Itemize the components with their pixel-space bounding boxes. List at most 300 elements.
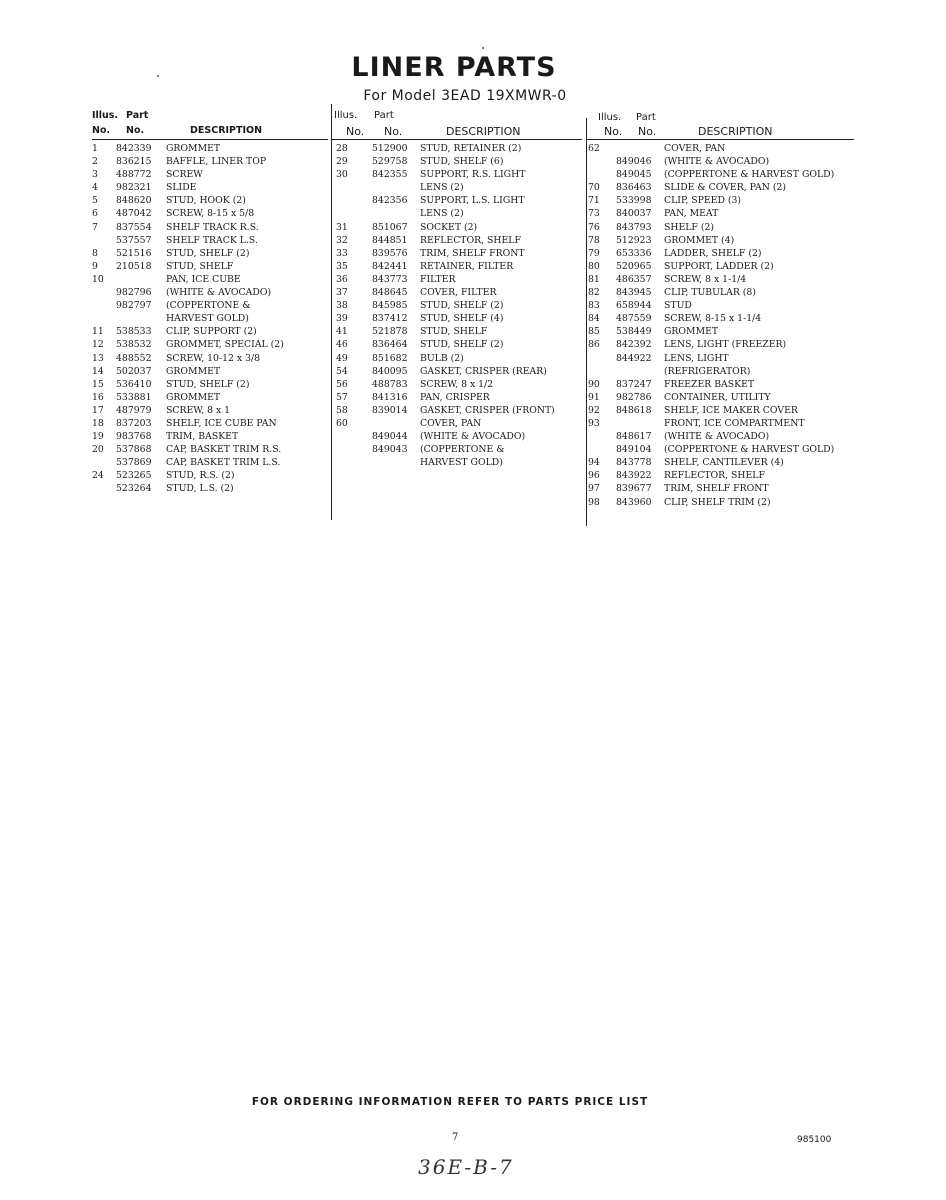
part-number: 844851: [372, 234, 408, 246]
part-row: [92, 221, 328, 234]
part-description: STUD, RETAINER (2): [420, 143, 522, 154]
part-description: SCREW, 8-15 x 5/8: [166, 208, 255, 220]
header-description: DESCRIPTION: [698, 125, 773, 138]
illus-number: 14: [92, 365, 104, 377]
part-row: [92, 207, 328, 220]
illus-number: 98: [588, 496, 600, 508]
illus-number: 49: [336, 352, 348, 364]
illus-number: 71: [588, 195, 600, 207]
part-description: PAN, ICE CUBE: [166, 273, 241, 285]
part-row: [346, 443, 582, 456]
part-number: 849043: [372, 444, 408, 456]
part-row: [92, 404, 328, 417]
part-row: [92, 430, 328, 443]
illus-number: 11: [92, 326, 104, 338]
part-description: SCREW, 10-12 x 3/8: [166, 352, 261, 364]
part-description: GASKET, CRISPER (REAR): [420, 365, 547, 377]
part-row: [588, 260, 854, 273]
illus-number: 13: [92, 352, 104, 364]
part-description: SCREW, 8 x 1: [166, 404, 231, 416]
part-number: 502037: [116, 365, 152, 377]
header-no: No.: [384, 125, 403, 138]
part-description: STUD, HOOK (2): [166, 195, 246, 207]
part-description: CLIP, SUPPORT (2): [166, 326, 257, 338]
part-number: 523264: [116, 483, 152, 495]
part-row: [92, 352, 328, 365]
part-description: LENS (2): [420, 182, 464, 194]
part-row: [588, 469, 854, 482]
illus-number: 73: [588, 208, 600, 220]
part-description: GROMMET: [166, 365, 221, 377]
part-row: [336, 352, 582, 365]
part-number: 844922: [616, 352, 652, 364]
part-number: 843793: [616, 221, 652, 233]
part-description: COVER, PAN: [420, 417, 482, 429]
part-description: SLIDE & COVER, PAN (2): [664, 182, 786, 194]
column-header: [334, 108, 582, 140]
part-description: SUPPORT, LADDER (2): [664, 260, 774, 272]
part-number: 538449: [616, 326, 652, 338]
illus-number: 10: [92, 273, 104, 285]
part-description: SHELF (2): [664, 221, 715, 233]
illus-number: 78: [588, 234, 600, 246]
illus-number: 97: [588, 483, 600, 495]
illus-number: 46: [336, 339, 348, 351]
header-illus: Illus.: [598, 112, 622, 123]
part-number: 982796: [116, 287, 152, 299]
part-row: [592, 443, 854, 456]
part-number: 536410: [116, 378, 152, 390]
part-description: SCREW: [166, 169, 203, 181]
part-row: [588, 325, 854, 338]
part-row: [588, 312, 854, 325]
header-illus: Illus.: [334, 110, 358, 121]
part-row: [336, 234, 582, 247]
header-part: Part: [374, 110, 394, 121]
illus-number: 38: [336, 300, 348, 312]
part-number: 837554: [116, 221, 152, 233]
part-number: 487979: [116, 404, 152, 416]
part-description: RETAINER, FILTER: [420, 260, 514, 272]
part-number: 843960: [616, 496, 652, 508]
part-description: SUPPORT, R.S. LIGHT: [420, 169, 526, 181]
part-description: (WHITE & AVOCADO): [664, 431, 770, 443]
illus-number: 84: [588, 313, 600, 325]
part-number: 849045: [616, 169, 652, 181]
part-number: 533998: [616, 195, 652, 207]
illus-number: 20: [92, 444, 104, 456]
illus-number: 28: [336, 143, 348, 154]
part-description: GASKET, CRISPER (FRONT): [420, 404, 555, 416]
part-number: 210518: [116, 260, 152, 272]
illus-number: 12: [92, 339, 104, 351]
part-number: 537868: [116, 444, 152, 456]
illus-number: 93: [588, 417, 600, 429]
part-row: [336, 273, 582, 286]
part-row: [92, 338, 328, 351]
illus-number: 30: [336, 169, 348, 181]
part-row: [336, 404, 582, 417]
part-description: (COPPERTONE & HARVEST GOLD): [664, 169, 835, 181]
part-row: [92, 247, 328, 260]
part-number: 486357: [616, 273, 652, 285]
part-number: 982797: [116, 300, 152, 312]
part-description: (COPPERTONE &: [166, 300, 251, 312]
part-description: FREEZER BASKET: [664, 378, 755, 390]
scan-speck: [482, 47, 484, 49]
part-row: [92, 273, 328, 286]
illus-number: 62: [588, 143, 600, 154]
illus-number: 17: [92, 404, 104, 416]
part-row: [588, 496, 854, 509]
part-description: (COPPERTONE & HARVEST GOLD): [664, 444, 835, 456]
part-number: 653336: [616, 247, 652, 259]
part-row: [592, 430, 854, 443]
illus-number: 83: [588, 300, 600, 312]
part-row: [336, 155, 582, 168]
header-part: Part: [636, 112, 656, 123]
part-number: 520965: [616, 260, 652, 272]
illus-number: 36: [336, 273, 348, 285]
part-description: SOCKET (2): [420, 221, 478, 233]
page-title: LINER PARTS: [351, 52, 557, 83]
parts-column-3: [588, 108, 854, 509]
part-row: [336, 391, 582, 404]
illus-number: 91: [588, 391, 600, 403]
part-number: 848617: [616, 431, 652, 443]
part-row: [92, 312, 328, 325]
header-no: No.: [346, 125, 365, 138]
part-row: [592, 365, 854, 378]
part-row: [588, 404, 854, 417]
illus-number: 79: [588, 247, 600, 259]
part-row: [92, 142, 328, 155]
part-description: FRONT, ICE COMPARTMENT: [664, 417, 805, 429]
part-description: STUD: [664, 300, 692, 312]
illus-number: 37: [336, 287, 348, 299]
part-row: [92, 325, 328, 338]
part-row: [588, 391, 854, 404]
part-number: 529758: [372, 156, 408, 168]
illus-number: 94: [588, 457, 600, 469]
part-row: [336, 299, 582, 312]
part-description: CLIP, TUBULAR (8): [664, 287, 756, 299]
illus-number: 29: [336, 156, 348, 168]
part-row: [346, 207, 582, 220]
part-description: (REFRIGERATOR): [664, 365, 751, 377]
part-number: 843773: [372, 273, 408, 285]
part-description: LENS (2): [420, 208, 464, 220]
part-description: SCREW, 8-15 x 1-1/4: [664, 313, 762, 325]
part-number: 843778: [616, 457, 652, 469]
part-row: [336, 260, 582, 273]
part-number: 848618: [616, 404, 652, 416]
part-description: CAP, BASKET TRIM R.S.: [166, 444, 282, 456]
part-number: 487559: [616, 313, 652, 325]
part-number: 837247: [616, 378, 652, 390]
part-row: [592, 155, 854, 168]
part-number: 841316: [372, 391, 408, 403]
illus-number: 90: [588, 378, 600, 390]
parts-column-1: [92, 108, 328, 496]
illus-number: 19: [92, 431, 104, 443]
part-number: 533881: [116, 391, 152, 403]
part-row: [92, 365, 328, 378]
part-number: 836215: [116, 156, 152, 168]
part-description: PAN, CRISPER: [420, 391, 490, 403]
part-description: COVER, PAN: [664, 143, 726, 154]
part-number: 982786: [616, 391, 652, 403]
part-number: 837203: [116, 417, 152, 429]
page-number: 7: [452, 1132, 459, 1143]
part-description: SLIDE: [166, 182, 197, 194]
part-row: [588, 207, 854, 220]
part-number: 840095: [372, 365, 408, 377]
part-number: 843945: [616, 287, 652, 299]
illus-number: 82: [588, 287, 600, 299]
parts-list: [588, 142, 854, 509]
part-row: [588, 194, 854, 207]
part-row: [92, 456, 328, 469]
part-row: [336, 338, 582, 351]
part-number: 521878: [372, 326, 408, 338]
part-number: 849044: [372, 431, 408, 443]
header-no: No.: [604, 125, 623, 138]
part-number: 842441: [372, 260, 408, 272]
parts-list: [336, 142, 582, 469]
part-row: [588, 234, 854, 247]
illus-number: 32: [336, 234, 348, 246]
part-row: [588, 456, 854, 469]
part-description: (WHITE & AVOCADO): [420, 431, 526, 443]
column-divider: [331, 104, 332, 520]
part-row: [336, 312, 582, 325]
part-row: [336, 417, 582, 430]
illus-number: 92: [588, 404, 600, 416]
part-number: 487042: [116, 208, 152, 220]
part-number: 538533: [116, 326, 152, 338]
part-row: [336, 365, 582, 378]
part-number: 842355: [372, 169, 408, 181]
part-row: [592, 168, 854, 181]
part-description: SHELF, ICE MAKER COVER: [664, 404, 798, 416]
part-description: GROMMET: [166, 391, 221, 403]
part-description: CLIP, SHELF TRIM (2): [664, 496, 771, 508]
illus-number: 41: [336, 326, 348, 338]
part-description: HARVEST GOLD): [420, 457, 503, 469]
part-description: STUD, SHELF: [420, 326, 488, 338]
part-description: TRIM, SHELF FRONT: [664, 483, 769, 495]
part-description: GROMMET: [166, 143, 221, 154]
part-number: 836463: [616, 182, 652, 194]
part-description: STUD, SHELF (2): [420, 300, 504, 312]
part-description: STUD, L.S. (2): [166, 483, 234, 495]
part-description: SHELF TRACK L.S.: [166, 234, 258, 246]
part-description: (WHITE & AVOCADO): [166, 287, 272, 299]
part-number: 842392: [616, 339, 652, 351]
illus-number: 5: [92, 195, 98, 207]
part-number: 851067: [372, 221, 408, 233]
part-description: STUD, SHELF (4): [420, 313, 504, 325]
header-description: DESCRIPTION: [190, 125, 263, 136]
part-row: [336, 168, 582, 181]
part-number: 848645: [372, 287, 408, 299]
part-number: 512900: [372, 143, 408, 154]
part-row: [336, 325, 582, 338]
document-code: 985100: [797, 1135, 832, 1145]
part-row: [588, 247, 854, 260]
part-row: [588, 221, 854, 234]
illus-number: 58: [336, 404, 348, 416]
part-row: [588, 286, 854, 299]
column-divider: [586, 118, 587, 526]
part-number: 982321: [116, 182, 152, 194]
part-row: [336, 142, 582, 155]
part-number: 848620: [116, 195, 152, 207]
part-row: [588, 299, 854, 312]
part-number: 839677: [616, 483, 652, 495]
illus-number: 85: [588, 326, 600, 338]
illus-number: 81: [588, 273, 600, 285]
illus-number: 15: [92, 378, 104, 390]
illus-number: 35: [336, 260, 348, 272]
illus-number: 96: [588, 470, 600, 482]
part-description: SUPPORT, L.S. LIGHT: [420, 195, 525, 207]
part-row: [346, 456, 582, 469]
header-no: No.: [638, 125, 657, 138]
part-number: 843922: [616, 470, 652, 482]
part-description: CLIP, SPEED (3): [664, 195, 742, 207]
part-description: GROMMET (4): [664, 234, 735, 246]
part-row: [336, 286, 582, 299]
part-row: [92, 299, 328, 312]
part-description: CAP, BASKET TRIM L.S.: [166, 457, 281, 469]
part-row: [92, 391, 328, 404]
part-description: STUD, SHELF (6): [420, 156, 504, 168]
part-description: COVER, FILTER: [420, 287, 497, 299]
part-row: [336, 247, 582, 260]
part-row: [92, 194, 328, 207]
part-description: STUD, SHELF: [166, 260, 234, 272]
parts-column-2: [334, 108, 582, 469]
header-part: Part: [126, 110, 149, 121]
illus-number: 54: [336, 365, 348, 377]
header-no: No.: [126, 125, 145, 136]
part-row: [336, 221, 582, 234]
part-row: [588, 142, 854, 155]
ordering-note: FOR ORDERING INFORMATION REFER TO PARTS PRICE LIST: [251, 1096, 649, 1108]
part-description: BAFFLE, LINER TOP: [166, 156, 267, 168]
part-description: HARVEST GOLD): [166, 313, 249, 325]
part-number: 849104: [616, 444, 652, 456]
part-description: CONTAINER, UTILITY: [664, 391, 771, 403]
illus-number: 76: [588, 221, 600, 233]
part-row: [588, 338, 854, 351]
illus-number: 18: [92, 417, 104, 429]
illus-number: 31: [336, 221, 348, 233]
part-description: GROMMET: [664, 326, 719, 338]
handwritten-note: 36E-B-7: [418, 1155, 514, 1179]
illus-number: 33: [336, 247, 348, 259]
part-number: 845985: [372, 300, 408, 312]
column-header: [592, 108, 854, 140]
illus-number: 4: [92, 182, 98, 194]
part-row: [92, 168, 328, 181]
part-number: 839576: [372, 247, 408, 259]
part-row: [92, 286, 328, 299]
part-number: 839014: [372, 404, 408, 416]
part-number: 488772: [116, 169, 152, 181]
part-description: BULB (2): [420, 352, 464, 364]
part-description: REFLECTOR, SHELF: [664, 470, 765, 482]
part-description: REFLECTOR, SHELF: [420, 234, 521, 246]
part-number: 837412: [372, 313, 408, 325]
illus-number: 7: [92, 221, 98, 233]
illus-number: 39: [336, 313, 348, 325]
part-description: LENS, LIGHT (FREEZER): [664, 339, 787, 351]
part-row: [92, 234, 328, 247]
illus-number: 86: [588, 339, 600, 351]
part-number: 521516: [116, 247, 152, 259]
part-row: [346, 181, 582, 194]
part-description: (WHITE & AVOCADO): [664, 156, 770, 168]
illus-number: 9: [92, 260, 98, 272]
part-description: STUD, SHELF (2): [166, 378, 250, 390]
part-number: 537869: [116, 457, 152, 469]
illus-number: 24: [92, 470, 104, 482]
part-row: [588, 378, 854, 391]
part-row: [92, 181, 328, 194]
parts-list: [92, 142, 328, 496]
header-no: No.: [92, 125, 111, 136]
part-number: 538532: [116, 339, 152, 351]
part-number: 488552: [116, 352, 152, 364]
part-description: SCREW, 8 x 1/2: [420, 378, 494, 390]
part-description: SHELF, ICE CUBE PAN: [166, 417, 277, 429]
part-number: 983768: [116, 431, 152, 443]
illus-number: 16: [92, 391, 104, 403]
part-description: TRIM, SHELF FRONT: [420, 247, 525, 259]
part-row: [92, 260, 328, 273]
part-number: 658944: [616, 300, 652, 312]
model-subtitle: For Model 3EAD 19XMWR-0: [363, 88, 567, 104]
part-row: [588, 181, 854, 194]
illus-number: 1: [92, 143, 98, 154]
part-description: LENS, LIGHT: [664, 352, 729, 364]
part-row: [588, 482, 854, 495]
illus-number: 3: [92, 169, 98, 181]
part-row: [92, 469, 328, 482]
column-header: [92, 108, 328, 140]
part-description: SHELF, CANTILEVER (4): [664, 457, 784, 469]
scan-speck: [157, 75, 159, 77]
part-description: SCREW, 8 x 1-1/4: [664, 273, 747, 285]
header-description: DESCRIPTION: [446, 125, 521, 138]
part-number: 842356: [372, 195, 408, 207]
part-number: 840037: [616, 208, 652, 220]
part-number: 488783: [372, 378, 408, 390]
illus-number: 2: [92, 156, 98, 168]
part-number: 842339: [116, 143, 152, 154]
part-number: 523265: [116, 470, 152, 482]
part-number: 851682: [372, 352, 408, 364]
part-number: 849046: [616, 156, 652, 168]
part-row: [588, 417, 854, 430]
illus-number: 8: [92, 247, 98, 259]
part-description: LADDER, SHELF (2): [664, 247, 762, 259]
part-number: 836464: [372, 339, 408, 351]
part-description: GROMMET, SPECIAL (2): [166, 339, 284, 351]
